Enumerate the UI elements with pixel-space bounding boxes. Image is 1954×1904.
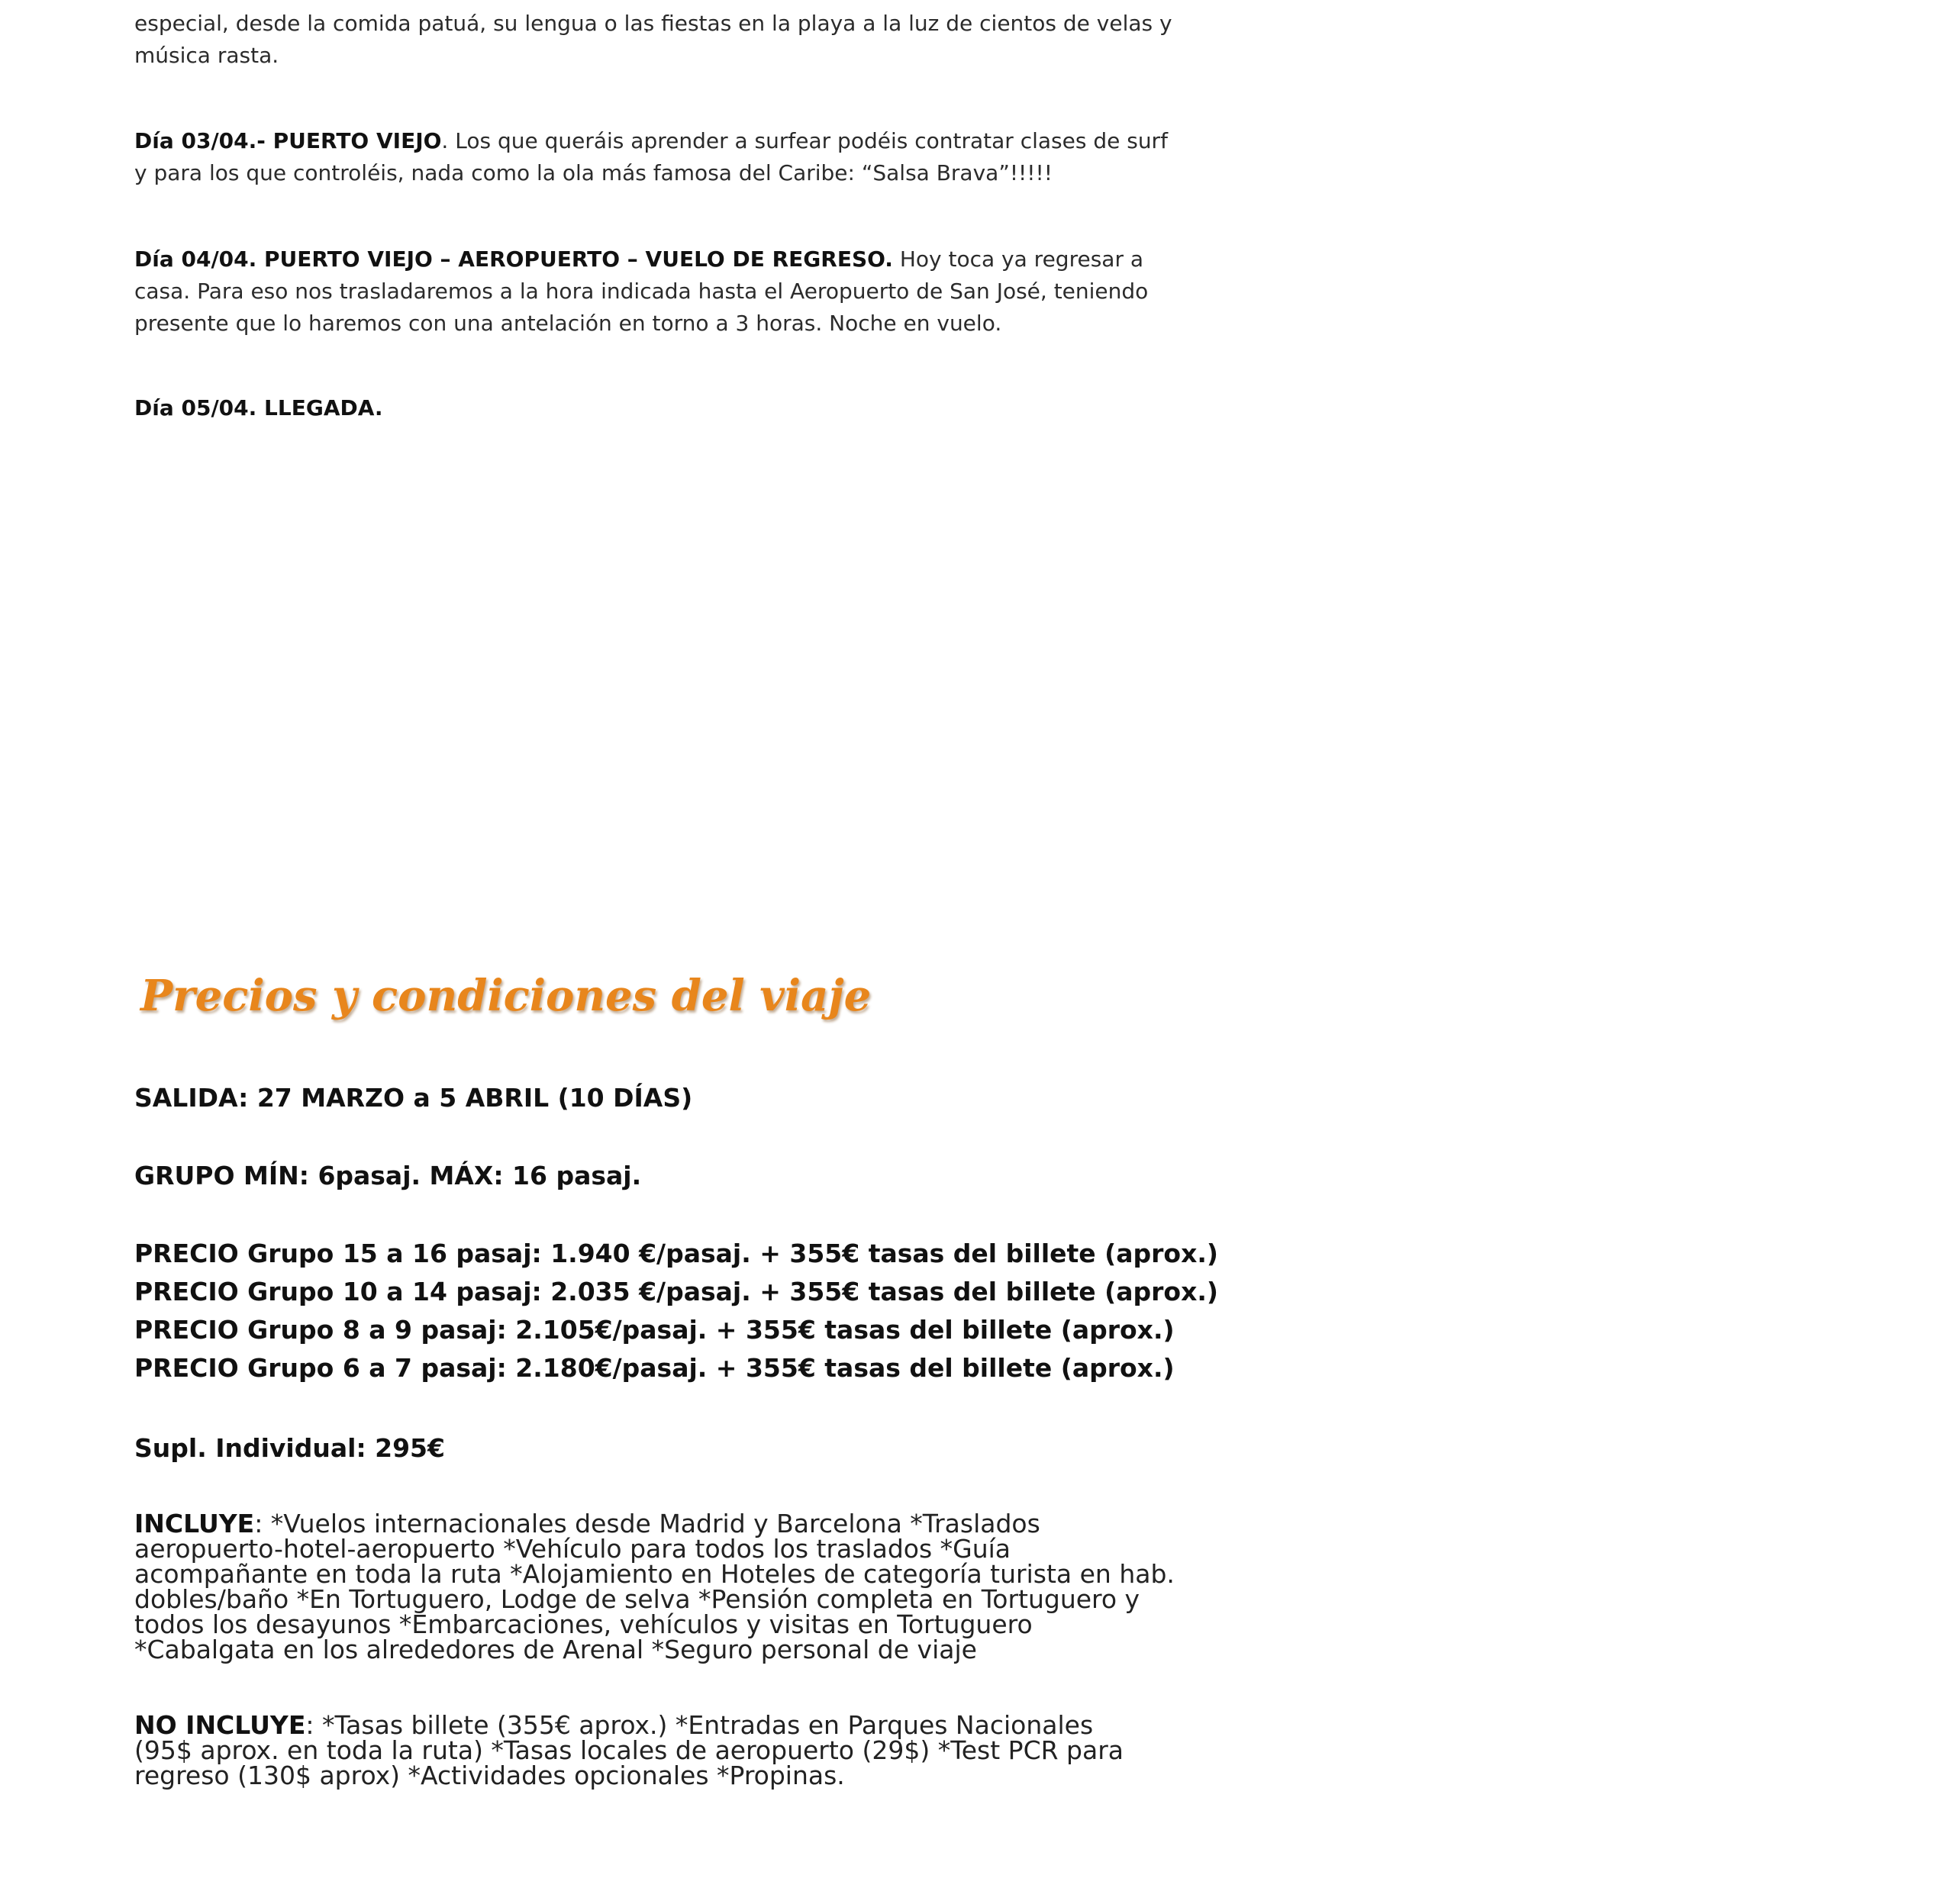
group-size: GRUPO MÍN: 6pasaj. MÁX: 16 pasaj. bbox=[134, 1161, 642, 1190]
price-line: PRECIO Grupo 10 a 14 pasaj: 2.035 €/pasaj. + 355€ tasas del billete (aprox.) bbox=[134, 1277, 1218, 1306]
price-line: PRECIO Grupo 6 a 7 pasaj: 2.180€/pasaj. + 355€ tasas del billete (aprox.) bbox=[134, 1353, 1175, 1383]
day-3-text: . Los que queráis aprender a surfear podéis contratar clases de surf y para los que controléis, nada como la ola más famosa del Caribe: “Salsa Brava”!!!!! bbox=[134, 128, 1168, 185]
includes-label: INCLUYE bbox=[134, 1509, 255, 1538]
day-3-paragraph bbox=[134, 125, 1172, 189]
not-included-label: NO INCLUYE bbox=[134, 1710, 306, 1740]
price-line: PRECIO Grupo 8 a 9 pasaj: 2.105€/pasaj. + 355€ tasas del billete (aprox.) bbox=[134, 1315, 1175, 1345]
day-5-paragraph bbox=[134, 392, 1172, 424]
intro-paragraph: especial, desde la comida patuá, su lengua o las fiestas en la playa a la luz de cientos de velas y música rasta. bbox=[134, 11, 1172, 68]
not-included-text: : *Tasas billete (355€ aprox.) *Entradas en Parques Nacionales (95$ aprox. en toda la ruta) *Tasas locales de aeropuerto (29$) *Test PCR para regreso (130$ aprox) *Actividades opcionales *Propinas. bbox=[134, 1710, 1124, 1790]
day-4-paragraph bbox=[134, 243, 1172, 340]
departure-dates: SALIDA: 27 MARZO a 5 ABRIL (10 DÍAS) bbox=[134, 1083, 693, 1113]
day-5-heading: Día 05/04. LLEGADA. bbox=[134, 395, 383, 420]
single-supplement: Supl. Individual: 295€ bbox=[134, 1433, 445, 1463]
day-4-heading: Día 04/04. PUERTO VIEJO – AEROPUERTO – VUELO DE REGRESO. bbox=[134, 246, 893, 272]
includes-paragraph bbox=[134, 1511, 1180, 1662]
includes-text: : *Vuelos internacionales desde Madrid y Barcelona *Traslados aeropuerto-hotel-aeropuerto *Vehículo para todos los traslados *Guía acompañante en toda la ruta *Alojamiento en Hoteles de categoría turista en hab. dobles/baño *En Tortuguero, Lodge de selva *Pensión completa en Tortuguero y todos los desayunos *Embarcaciones, vehículos y visitas en Tortuguero *Cabalgata en los alrededores de Arenal *Seguro personal de viaje bbox=[134, 1509, 1175, 1664]
price-list bbox=[134, 1235, 1218, 1387]
day-3-heading: Día 03/04.- PUERTO VIEJO bbox=[134, 128, 442, 153]
day-4-text: Hoy toca ya regresar a casa. Para eso nos trasladaremos a la hora indicada hasta el Aeropuerto de San José, teniendo presente que lo haremos con una antelación en torno a 3 horas. Noche en vuelo. bbox=[134, 246, 1149, 336]
not-included-paragraph bbox=[134, 1712, 1127, 1788]
price-line: PRECIO Grupo 15 a 16 pasaj: 1.940 €/pasaj. + 355€ tasas del billete (aprox.) bbox=[134, 1239, 1218, 1268]
section-title: Precios y condiciones del viaje bbox=[140, 971, 872, 1021]
